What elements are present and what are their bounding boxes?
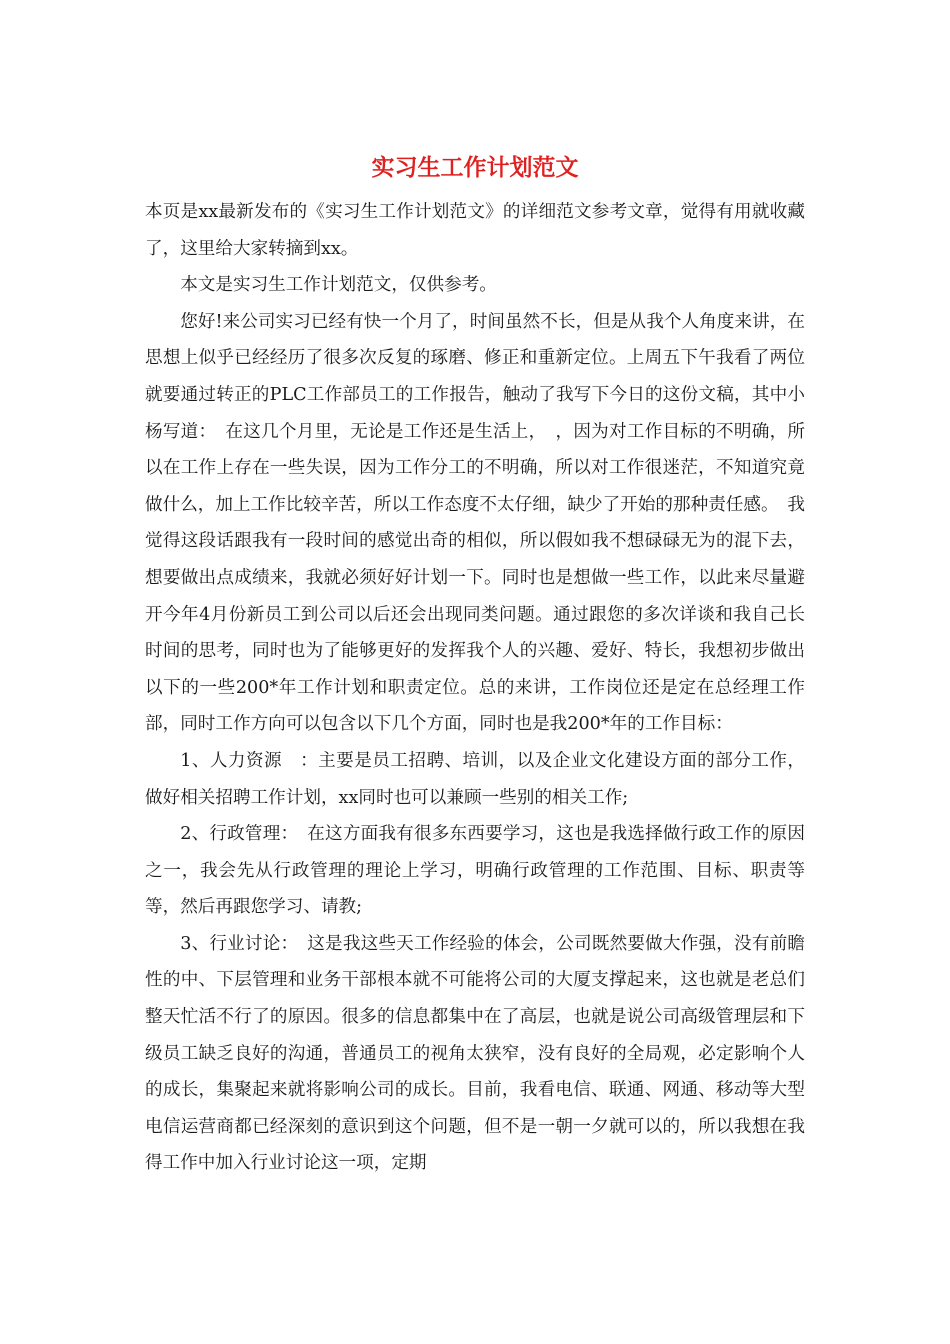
paragraph-item-admin: 2、行政管理： 在这方面我有很多东西要学习，这也是我选择做行政工作的原因之一，我会先从行政管理的理论上学习，明确行政管理的工作范围、目标、职责等等，然后再跟您学习、请教; bbox=[145, 824, 805, 918]
paragraph-item-hr: 1、人力资源 ：主要是员工招聘、培训，以及企业文化建设方面的部分工作，做好相关招聘工作计划，xx同时也可以兼顾一些别的相关工作; bbox=[145, 750, 805, 808]
paragraph-item-industry: 3、行业讨论： 这是我这些天工作经验的体会，公司既然要做大作强，没有前瞻性的中、下层管理和业务干部根本就不可能将公司的大厦支撑起来，这也就是老总们整天忙活不行了的原因。很多的信息都集中在了高层，也就是说公司高级管理层和下级员工缺乏良好的沟通，普通员工的视角太狭窄，没有良好的全局观，必定影响个人的成长，集聚起来就将影响公司的成长。目前，我看电信、联通、网通、移动等大型电信运营商都已经深刻的意识到这个问题，但不是一朝一夕就可以的，所以我想在我得工作中加入行业讨论这一项，定期 bbox=[145, 933, 805, 1174]
document-body bbox=[145, 194, 805, 1182]
document-title: 实习生工作计划范文 bbox=[371, 154, 579, 181]
paragraph-note: 本文是实习生工作计划范文，仅供参考。 bbox=[180, 275, 497, 296]
paragraph-main: 您好!来公司实习已经有快一个月了，时间虽然不长，但是从我个人角度来讲，在思想上似乎已经经历了很多次反复的琢磨、修正和重新定位。上周五下午我看了两位就要通过转正的PLC工作部员工的工作报告，触动了我写下今日的这份文稿，其中小杨写道： 在这几个月里，无论是工作还是生活上， ，因为对工作目标的不明确，所以在工作上存在一些失误，因为工作分工的不明确，所以对工作很迷茫，不知道究竟做什么，加上工作比较辛苦，所以工作态度不太仔细，缺少了开始的那种责任感。 我觉得这段话跟我有一段时间的感觉出奇的相似，所以假如我不想碌碌无为的混下去，想要做出点成绩来，我就必须好好计划一下。同时也是想做一些工作，以此来尽量避开今年4月份新员工到公司以后还会出现同类问题。通过跟您的多次详谈和我自己长时间的思考，同时也为了能够更好的发挥我个人的兴趣、爱好、特长，我想初步做出以下的一些200*年工作计划和职责定位。总的来讲，工作岗位还是定在总经理工作部，同时工作方向可以包含以下几个方面，同时也是我200*年的工作目标： bbox=[145, 311, 805, 735]
paragraph-intro: 本页是xx最新发布的《实习生工作计划范文》的详细范文参考文章，觉得有用就收藏了，这里给大家转摘到xx。 bbox=[145, 202, 805, 259]
